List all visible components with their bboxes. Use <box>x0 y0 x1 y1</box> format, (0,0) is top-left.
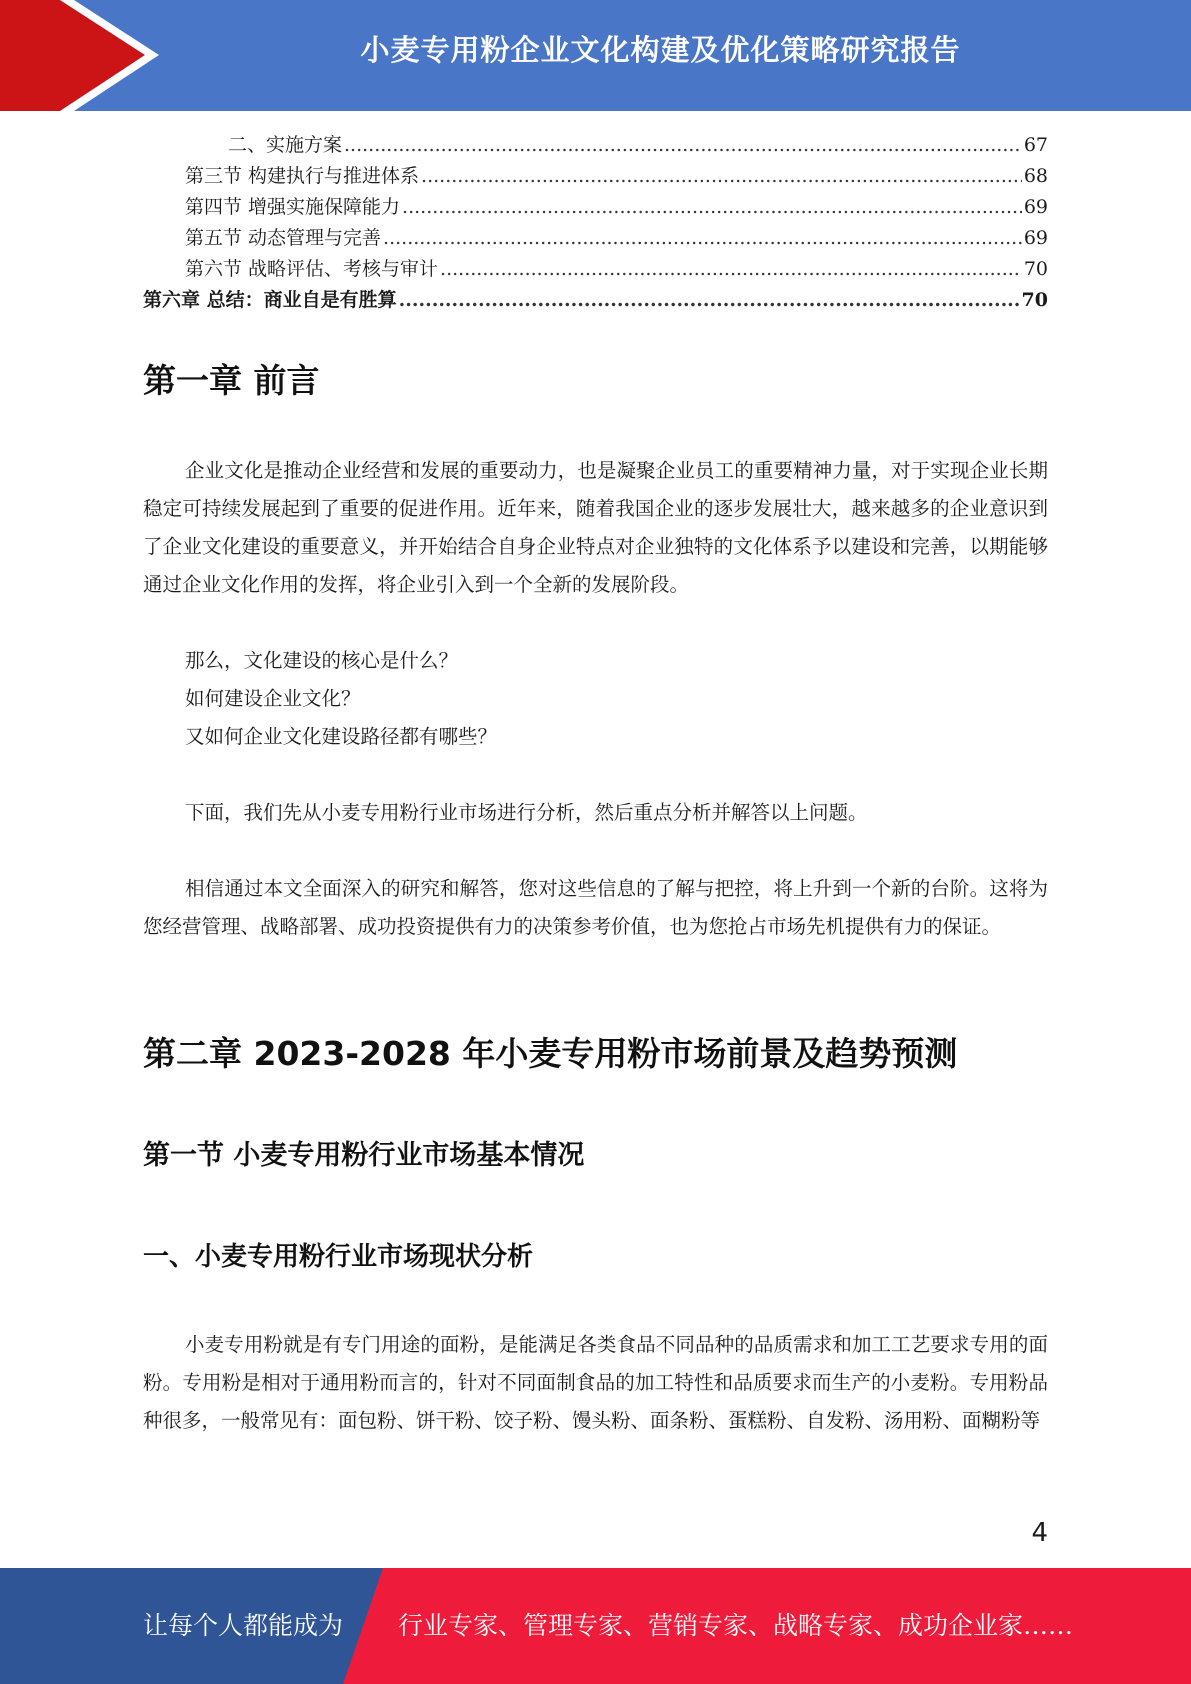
toc-entry-page: 70 <box>1023 258 1048 280</box>
toc-dot-leader <box>421 165 1022 187</box>
chapter1-paragraph-2: 下面，我们先从小麦专用粉行业市场进行分析，然后重点分析并解答以上问题。 <box>185 801 868 824</box>
chapter1-paragraph-3: 相信通过本文全面深入的研究和解答，您对这些信息的了解与把控，将上升到一个新的台阶。这将为您经营管理、战略部署、成功投资提供有力的决策参考价值，也为您抢占市场先机提供有力的保证。 <box>143 877 1048 938</box>
section-title: 第一节 小麦专用粉行业市场基本情况 <box>143 1140 585 1171</box>
toc-entry[interactable] <box>143 223 1048 254</box>
toc-entry-label: 第四节 增强实施保障能力 <box>185 196 401 218</box>
toc-entry-label: 二、实施方案 <box>228 134 343 156</box>
toc-entry[interactable] <box>143 285 1048 316</box>
toc-entry-page: 67 <box>1023 134 1048 156</box>
toc-entry[interactable] <box>143 192 1048 223</box>
toc-dot-leader <box>344 134 1022 156</box>
toc-entry-page: 70 <box>1021 289 1048 311</box>
page-header <box>0 0 1191 111</box>
header-arrow-decoration <box>0 0 160 111</box>
chapter2-paragraph-1: 小麦专用粉就是有专门用途的面粉，是能满足各类食品不同品种的品质需求和加工工艺要求专用的面粉。专用粉是相对于通用粉而言的，针对不同面制食品的加工特性和品质要求而生产的小麦粉。专用粉品种很多，一般常见有：面包粉、饼干粉、饺子粉、馒头粉、面条粉、蛋糕粉、自发粉、汤用粉、面糊粉等 <box>143 1333 1048 1432</box>
toc-entry[interactable] <box>143 254 1048 285</box>
toc-entry-page: 68 <box>1023 165 1048 187</box>
toc-dot-leader <box>383 227 1022 249</box>
toc-entry-label: 第三节 构建执行与推进体系 <box>185 165 420 187</box>
chapter2-title: 第二章 2023-2028 年小麦专用粉市场前景及趋势预测 <box>143 1034 958 1073</box>
question-line: 又如何企业文化建设路径都有哪些？ <box>185 725 498 748</box>
page-number: 4 <box>1031 1518 1048 1548</box>
toc-entry-label: 第五节 动态管理与完善 <box>185 227 382 249</box>
footer-slogan-right: 行业专家、管理专家、营销专家、战略专家、成功企业家…… <box>398 1611 1074 1640</box>
toc-dot-leader <box>402 196 1022 218</box>
table-of-contents <box>143 130 1048 316</box>
toc-entry-label: 第六节 战略评估、考核与审计 <box>185 258 439 280</box>
toc-entry-label: 第六章 总结：商业自是有胜算 <box>143 289 397 311</box>
chapter1-questions <box>185 642 497 756</box>
toc-entry-page: 69 <box>1023 227 1048 249</box>
header-title: 小麦专用粉企业文化构建及优化策略研究报告 <box>360 33 961 67</box>
subsection-title: 一、小麦专用粉行业市场现状分析 <box>143 1242 534 1272</box>
question-line: 如何建设企业文化？ <box>185 687 361 710</box>
chapter1-title: 第一章 前言 <box>143 361 320 400</box>
question-line: 那么，文化建设的核心是什么？ <box>185 649 459 672</box>
toc-entry[interactable] <box>143 130 1048 161</box>
toc-entry[interactable] <box>143 161 1048 192</box>
chapter1-paragraph-1: 企业文化是推动企业经营和发展的重要动力，也是凝聚企业员工的重要精神力量，对于实现企业长期稳定可持续发展起到了重要的促进作用。近年来，随着我国企业的逐步发展壮大，越来越多的企业意识到了企业文化建设的重要意义，并开始结合自身企业特点对企业独特的文化体系予以建设和完善，以期能够通过企业文化作用的发挥，将企业引入到一个全新的发展阶段。 <box>143 459 1048 596</box>
page-footer <box>0 1568 1191 1684</box>
footer-slogan-left: 让每个人都能成为 <box>143 1611 344 1640</box>
toc-dot-leader <box>440 258 1022 280</box>
toc-entry-page: 69 <box>1023 196 1048 218</box>
toc-dot-leader <box>399 289 1020 311</box>
